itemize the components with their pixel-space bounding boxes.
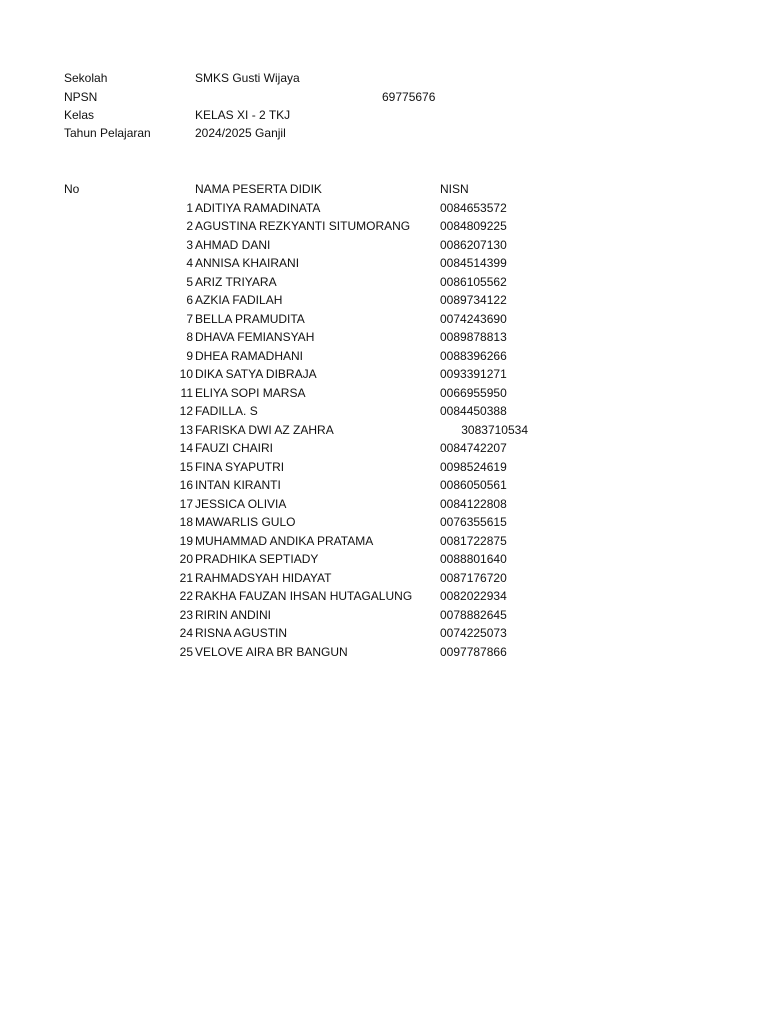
kelas-value: KELAS XI - 2 TKJ <box>195 108 291 122</box>
kelas-label: Kelas <box>64 108 95 122</box>
table-row <box>0 513 768 532</box>
table-row <box>0 273 768 292</box>
table-row <box>0 291 768 310</box>
row-number: 9 <box>186 348 193 363</box>
student-name: JESSICA OLIVIA <box>195 496 287 511</box>
student-name: PRADHIKA SEPTIADY <box>195 552 319 566</box>
student-name: RIRIN ANDINI <box>195 607 272 622</box>
table-header-row <box>0 180 768 199</box>
student-name: ARIZ TRIYARA <box>195 274 277 289</box>
student-nisn: 0074243690 <box>440 311 507 326</box>
student-nisn: 0074225073 <box>440 626 507 640</box>
student-nisn: 0086050561 <box>440 478 507 492</box>
student-nisn: 0093391271 <box>440 367 507 381</box>
student-name: BELLA PRAMUDITA <box>195 311 305 326</box>
student-nisn: 0084809225 <box>440 219 507 233</box>
student-nisn: 0098524619 <box>440 459 507 474</box>
table-row <box>0 217 768 236</box>
student-nisn: 0089734122 <box>440 293 507 307</box>
npsn-label: NPSN <box>64 90 98 104</box>
row-number: 2 <box>186 219 193 233</box>
row-number: 23 <box>179 607 193 622</box>
row-number: 25 <box>179 644 193 659</box>
table-row <box>0 328 768 347</box>
header-no: No <box>64 182 80 196</box>
table-row <box>0 569 768 588</box>
student-nisn: 0088396266 <box>440 348 507 363</box>
row-number: 17 <box>179 496 193 511</box>
student-name: DHEA RAMADHANI <box>195 348 304 363</box>
row-number: 15 <box>179 459 193 474</box>
student-name: AGUSTINA REZKYANTI SITUMORANG <box>195 219 411 233</box>
table-row <box>0 421 768 440</box>
row-number: 16 <box>179 478 193 492</box>
tahun-pelajaran-value: 2024/2025 Ganjil <box>195 126 286 140</box>
table-row <box>0 236 768 255</box>
student-name: ELIYA SOPI MARSA <box>195 385 306 400</box>
table-row <box>0 532 768 551</box>
row-number: 11 <box>180 385 193 400</box>
table-row <box>0 365 768 384</box>
table-row <box>0 606 768 625</box>
row-number: 5 <box>186 274 193 289</box>
student-name: FADILLA. S <box>195 404 258 418</box>
row-number: 6 <box>186 293 193 307</box>
student-nisn: 0087176720 <box>440 570 507 585</box>
row-number: 12 <box>179 404 193 418</box>
student-nisn: 0086105562 <box>440 274 507 289</box>
table-row <box>0 476 768 495</box>
student-name: RAHMADSYAH HIDAYAT <box>195 570 332 585</box>
row-number: 7 <box>186 311 193 326</box>
table-row <box>0 550 768 569</box>
table-body <box>0 199 768 662</box>
student-name: VELOVE AIRA BR BANGUN <box>195 644 348 659</box>
table-row <box>0 254 768 273</box>
student-nisn: 0097787866 <box>440 644 507 659</box>
row-number: 22 <box>179 589 193 603</box>
header-nisn: NISN <box>440 182 469 196</box>
student-name: AZKIA FADILAH <box>195 293 283 307</box>
student-name: MUHAMMAD ANDIKA PRATAMA <box>195 533 374 548</box>
table-row <box>0 495 768 514</box>
student-name: ANNISA KHAIRANI <box>195 256 300 270</box>
row-number: 8 <box>186 330 193 344</box>
row-number: 13 <box>179 422 193 437</box>
student-name: AHMAD DANI <box>195 237 271 252</box>
student-nisn: 0084653572 <box>440 200 507 215</box>
student-name: INTAN KIRANTI <box>195 478 281 492</box>
table-row <box>0 439 768 458</box>
student-name: DHAVA FEMIANSYAH <box>195 330 315 344</box>
row-number: 19 <box>179 533 193 548</box>
student-name: FARISKA DWI AZ ZAHRA <box>195 422 334 437</box>
student-nisn: 0088801640 <box>440 552 507 566</box>
npsn-value: 69775676 <box>382 90 436 104</box>
header-name: NAMA PESERTA DIDIK <box>195 182 322 196</box>
student-name: FINA SYAPUTRI <box>195 459 285 474</box>
table-row <box>0 347 768 366</box>
sekolah-label: Sekolah <box>64 71 108 85</box>
row-number: 3 <box>186 237 193 252</box>
row-number: 1 <box>186 200 193 215</box>
table-row <box>0 402 768 421</box>
sekolah-value: SMKS Gusti Wijaya <box>195 71 300 85</box>
tahun-pelajaran-label: Tahun Pelajaran <box>64 126 151 140</box>
row-number: 18 <box>179 515 193 529</box>
student-nisn: 0089878813 <box>440 330 507 344</box>
table-row <box>0 624 768 643</box>
row-number: 20 <box>179 552 193 566</box>
table-row <box>0 458 768 477</box>
student-nisn: 0076355615 <box>440 515 507 529</box>
table-row <box>0 587 768 606</box>
student-nisn: 0066955950 <box>440 385 507 400</box>
student-name: RAKHA FAUZAN IHSAN HUTAGALUNG <box>195 589 413 603</box>
row-number: 4 <box>186 256 193 270</box>
row-number: 14 <box>179 441 193 455</box>
row-number: 10 <box>179 367 193 381</box>
table-row <box>0 384 768 403</box>
row-number: 21 <box>179 570 193 585</box>
student-nisn: 0082022934 <box>440 589 507 603</box>
student-nisn: 0084742207 <box>440 441 507 455</box>
student-nisn: 0078882645 <box>440 607 507 622</box>
student-name: MAWARLIS GULO <box>195 515 296 529</box>
student-nisn: 3083710534 <box>461 422 528 437</box>
student-roster-table <box>0 180 768 661</box>
student-name: ADITIYA RAMADINATA <box>195 200 321 215</box>
student-name: DIKA SATYA DIBRAJA <box>195 367 317 381</box>
student-nisn: 0081722875 <box>440 533 507 548</box>
student-nisn: 0084514399 <box>440 256 507 270</box>
student-nisn: 0084122808 <box>440 496 507 511</box>
row-number: 24 <box>179 626 193 640</box>
student-nisn: 0086207130 <box>440 237 507 252</box>
student-name: FAUZI CHAIRI <box>195 441 274 455</box>
table-row <box>0 310 768 329</box>
student-name: RISNA AGUSTIN <box>195 626 288 640</box>
student-nisn: 0084450388 <box>440 404 507 418</box>
table-row <box>0 643 768 662</box>
table-row <box>0 199 768 218</box>
